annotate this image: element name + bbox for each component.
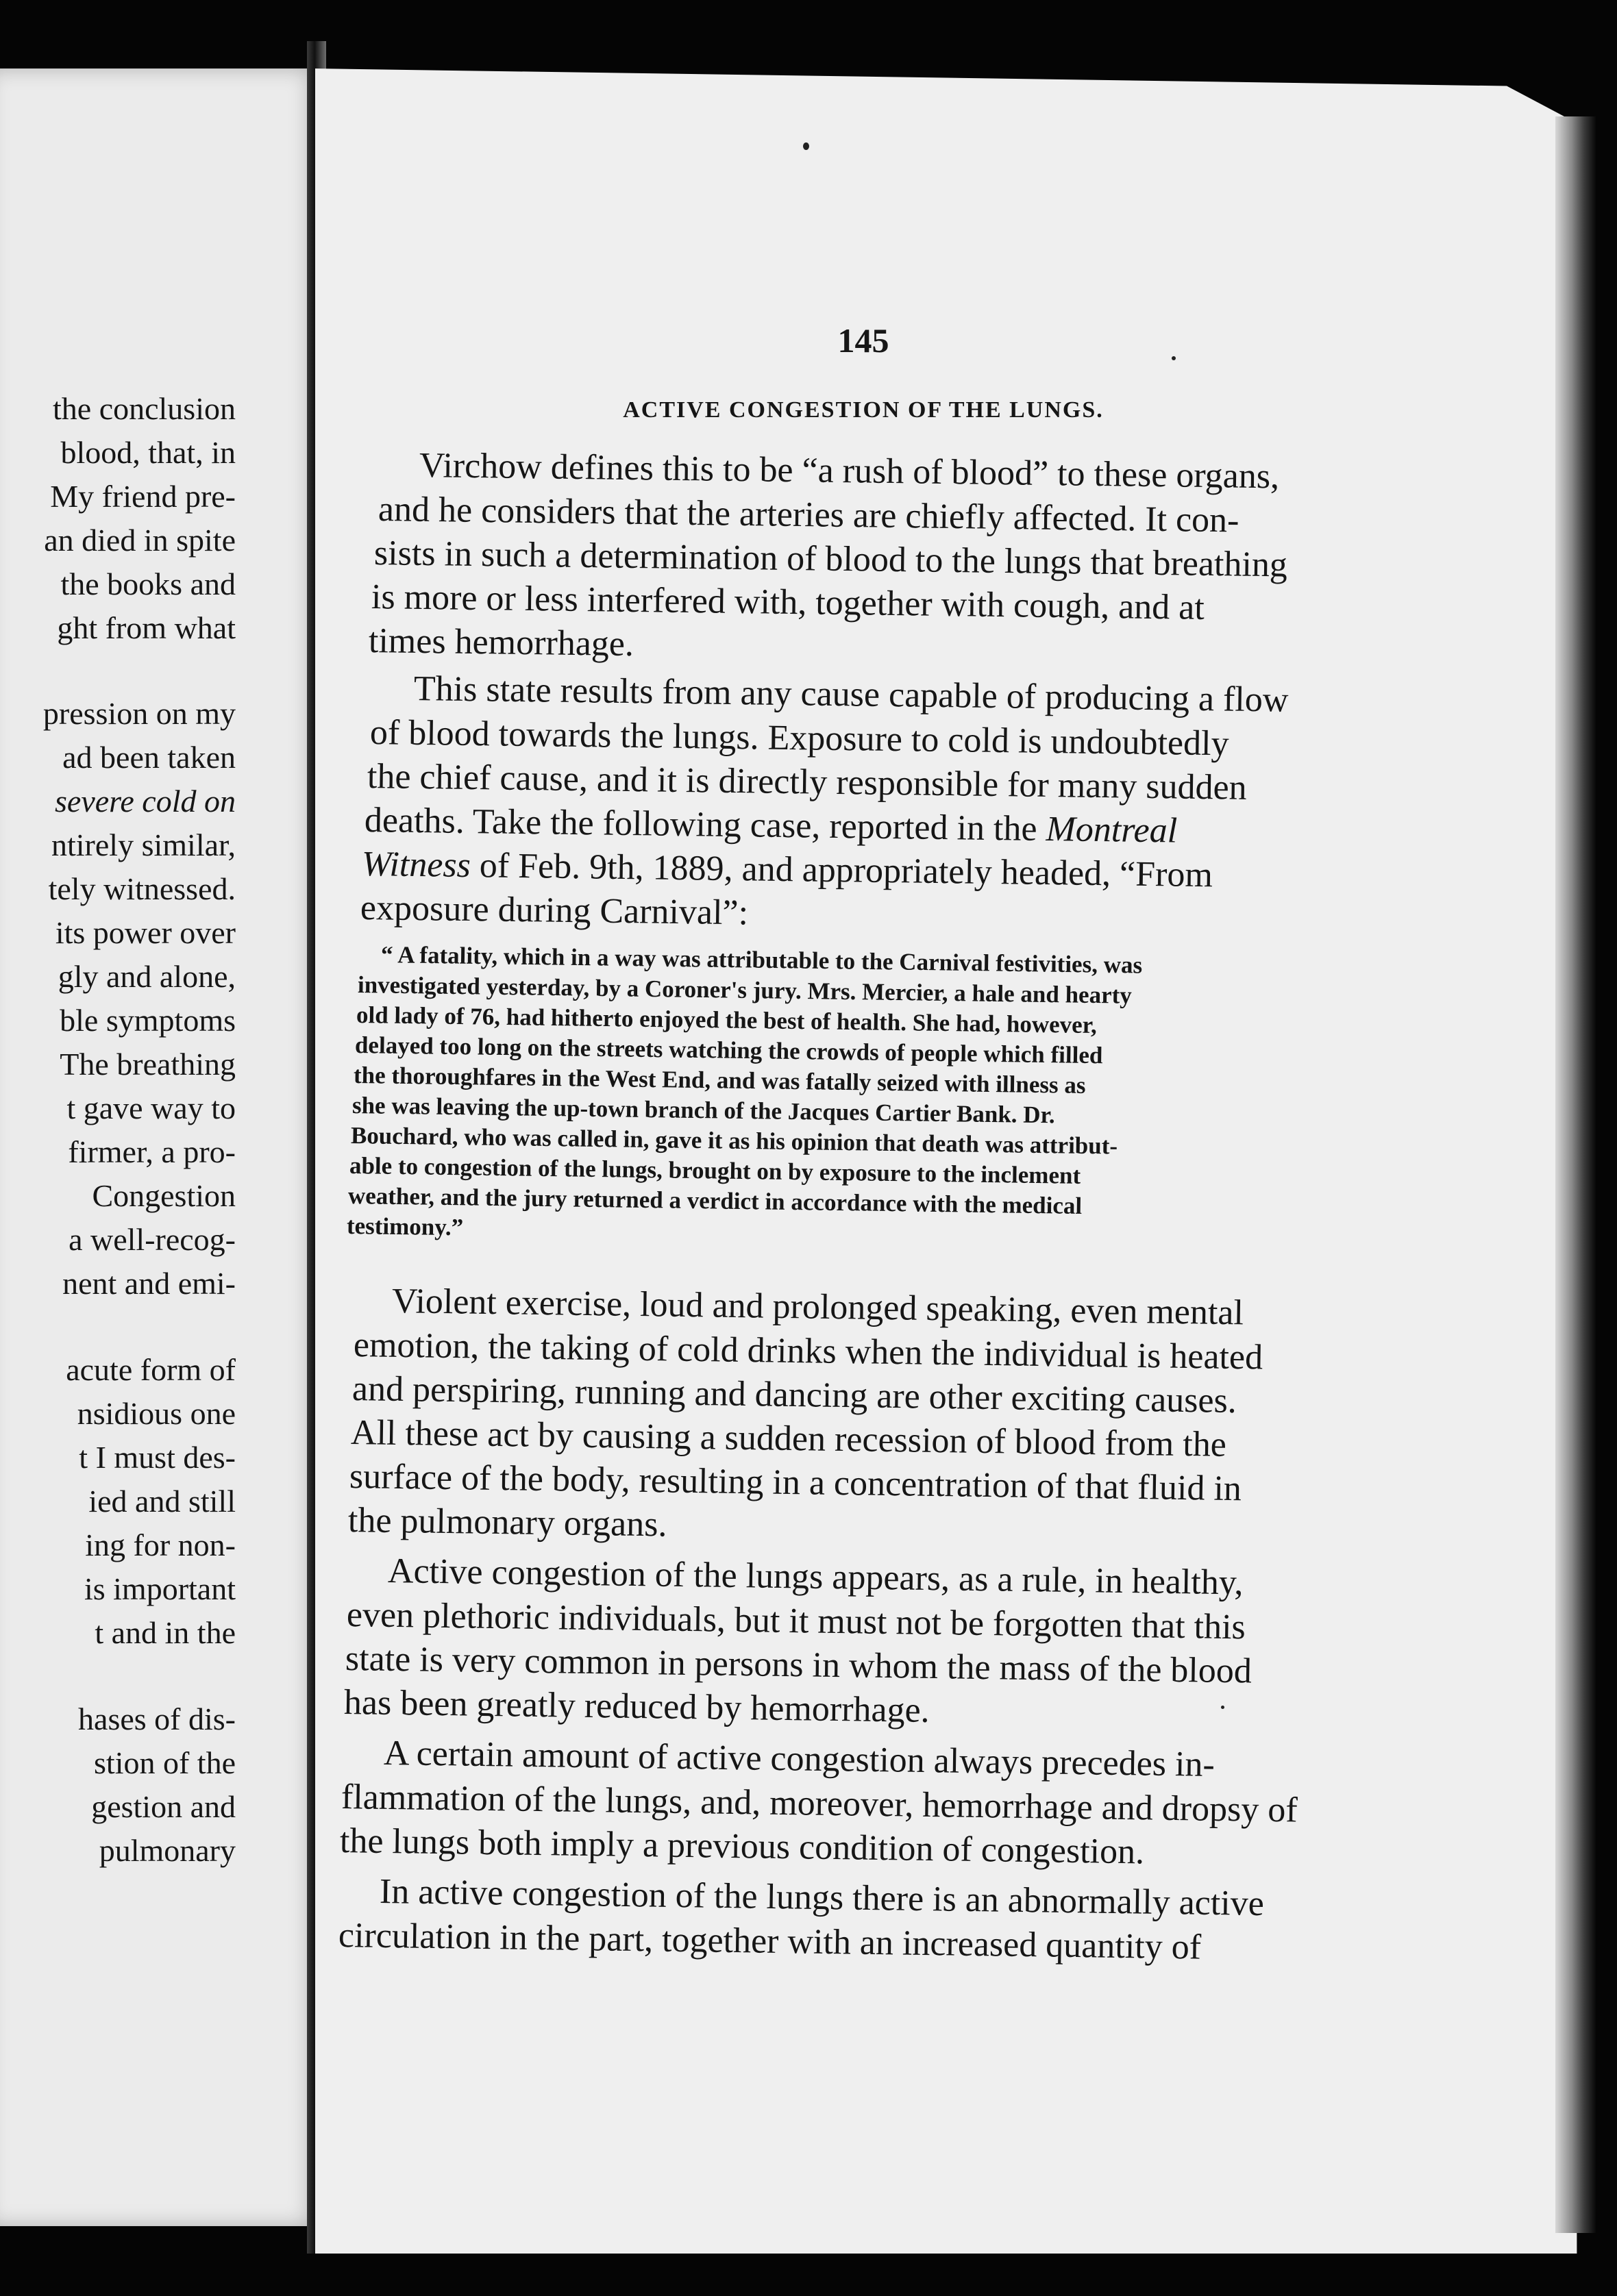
body-line: sists in such a determination of blood to the lungs that breathing [373, 534, 1288, 585]
body-line: exposure during Carnival”: [360, 888, 749, 933]
left-page [0, 68, 322, 2226]
section-heading: ACTIVE CONGESTION OF THE LUNGS. [623, 397, 1104, 423]
left-page-line: t and in the [95, 1615, 236, 1650]
body-line: Witness of Feb. 9th, 1889, and appropriately headed, “From [361, 845, 1213, 895]
left-page-line: gly and alone, [58, 959, 236, 994]
body-line: All these act by causing a sudden recession of blood from the [350, 1413, 1227, 1464]
quote-line: the thoroughfares in the West End, and was fatally seized with illness as [353, 1062, 1086, 1099]
quote-line: weather, and the jury returned a verdict in accordance with the medical [347, 1182, 1083, 1219]
body-line: state is very common in persons in whom the mass of the blood [345, 1639, 1252, 1691]
body-line: A certain amount of active congestion always precedes in- [383, 1734, 1215, 1784]
ink-speck [1221, 1706, 1224, 1709]
body-line: is more or less interfered with, together with cough, and at [371, 577, 1205, 627]
left-page-line: its power over [55, 915, 236, 950]
body-line: surface of the body, resulting in a concentration of that fluid in [349, 1457, 1242, 1509]
body-line: circulation in the part, together with an increased quantity of [338, 1916, 1202, 1967]
body-line: has been greatly reduced by hemorrhage. [343, 1683, 930, 1730]
left-page-line: the books and [60, 566, 236, 601]
body-line: times hemorrhage. [368, 621, 634, 664]
left-page-line: nent and emi- [62, 1266, 236, 1301]
body-line: This state results from any cause capable of producing a flow [413, 669, 1289, 720]
body-line: Violent exercise, loud and prolonged speaking, even mental [391, 1282, 1244, 1333]
body-line: even plethoric individuals, but it must not be forgotten that this [346, 1595, 1246, 1647]
body-line: flammation of the lungs, and, moreover, hemorrhage and dropsy of [341, 1777, 1298, 1830]
body-line: In active congestion of the lungs there is an abnormally active [379, 1872, 1265, 1924]
body-line: of blood towards the lungs. Exposure to cold is undoubtedly [369, 713, 1229, 764]
left-page-line: ied and still [88, 1484, 236, 1519]
body-line: the pulmonary organs. [347, 1501, 667, 1545]
left-page-line: Congestion [92, 1178, 236, 1213]
left-page-line: ght from what [57, 610, 236, 645]
left-page-line: ble symptoms [60, 1003, 236, 1038]
left-page-line: My friend pre- [50, 479, 236, 514]
left-page-line: pression on my [42, 696, 236, 731]
quote-line: old lady of 76, had hitherto enjoyed the best of health. She had, however, [356, 1001, 1098, 1039]
quote-line: investigated yesterday, by a Coroner's jury. Mrs. Mercier, a hale and hearty [357, 971, 1133, 1009]
page-edge [1555, 116, 1596, 2233]
left-page-line: an died in spite [44, 523, 236, 558]
left-page-line: severe cold on [55, 784, 236, 819]
body-line: deaths. Take the following case, reported in the Montreal [364, 801, 1178, 851]
left-page-line: pulmonary [99, 1833, 236, 1868]
left-page-line: firmer, a pro- [68, 1134, 236, 1169]
quote-line: she was leaving the up-town branch of the Jacques Cartier Bank. Dr. [351, 1092, 1055, 1129]
quote-line: testimony.” [346, 1212, 464, 1241]
left-page-line: acute form of [66, 1352, 236, 1387]
left-page-line: tely witnessed. [48, 871, 236, 906]
left-page-line: hases of dis- [78, 1701, 236, 1736]
left-page-line: t I must des- [79, 1440, 236, 1475]
body-line: Active congestion of the lungs appears, as a rule, in healthy, [387, 1551, 1244, 1603]
ink-speck [1172, 356, 1176, 360]
left-page-line: gestion and [91, 1789, 236, 1824]
body-line: the chief cause, and it is directly responsible for many sudden [367, 757, 1248, 808]
quote-line: delayed too long on the streets watching the crowds of people which filled [354, 1032, 1103, 1069]
left-page-line: blood, that, in [60, 435, 236, 470]
left-page-line: the conclusion [53, 391, 236, 426]
quote-line: “ A fatality, which in a way was attributable to the Carnival festivities, was [380, 941, 1143, 979]
left-page-line: a well-recog- [69, 1222, 236, 1257]
left-page-line: t gave way to [66, 1090, 236, 1125]
body-line: Virchow defines this to be “a rush of blood” to these organs, [419, 446, 1280, 497]
left-page-line: ad been taken [62, 740, 236, 775]
left-page-line: stion of the [94, 1745, 236, 1780]
page-number: 145 [837, 321, 889, 360]
left-page-line: The breathing [60, 1047, 236, 1082]
left-page-line: nsidious one [77, 1396, 236, 1431]
left-page-line: ing for non- [85, 1527, 236, 1562]
left-page-line: is important [84, 1571, 236, 1606]
quote-line: Bouchard, who was called in, gave it as his opinion that death was attribut- [350, 1122, 1118, 1160]
body-line: and perspiring, running and dancing are other exciting causes. [351, 1369, 1237, 1421]
body-line: the lungs both imply a previous condition of congestion. [339, 1821, 1145, 1872]
quote-line: able to congestion of the lungs, brought on by exposure to the inclement [349, 1152, 1081, 1189]
ink-speck [803, 142, 809, 150]
body-line: and he considers that the arteries are chiefly affected. It con- [378, 490, 1239, 540]
left-page-line: ntirely similar, [51, 827, 236, 862]
body-line: emotion, the taking of cold drinks when the individual is heated [353, 1325, 1263, 1377]
